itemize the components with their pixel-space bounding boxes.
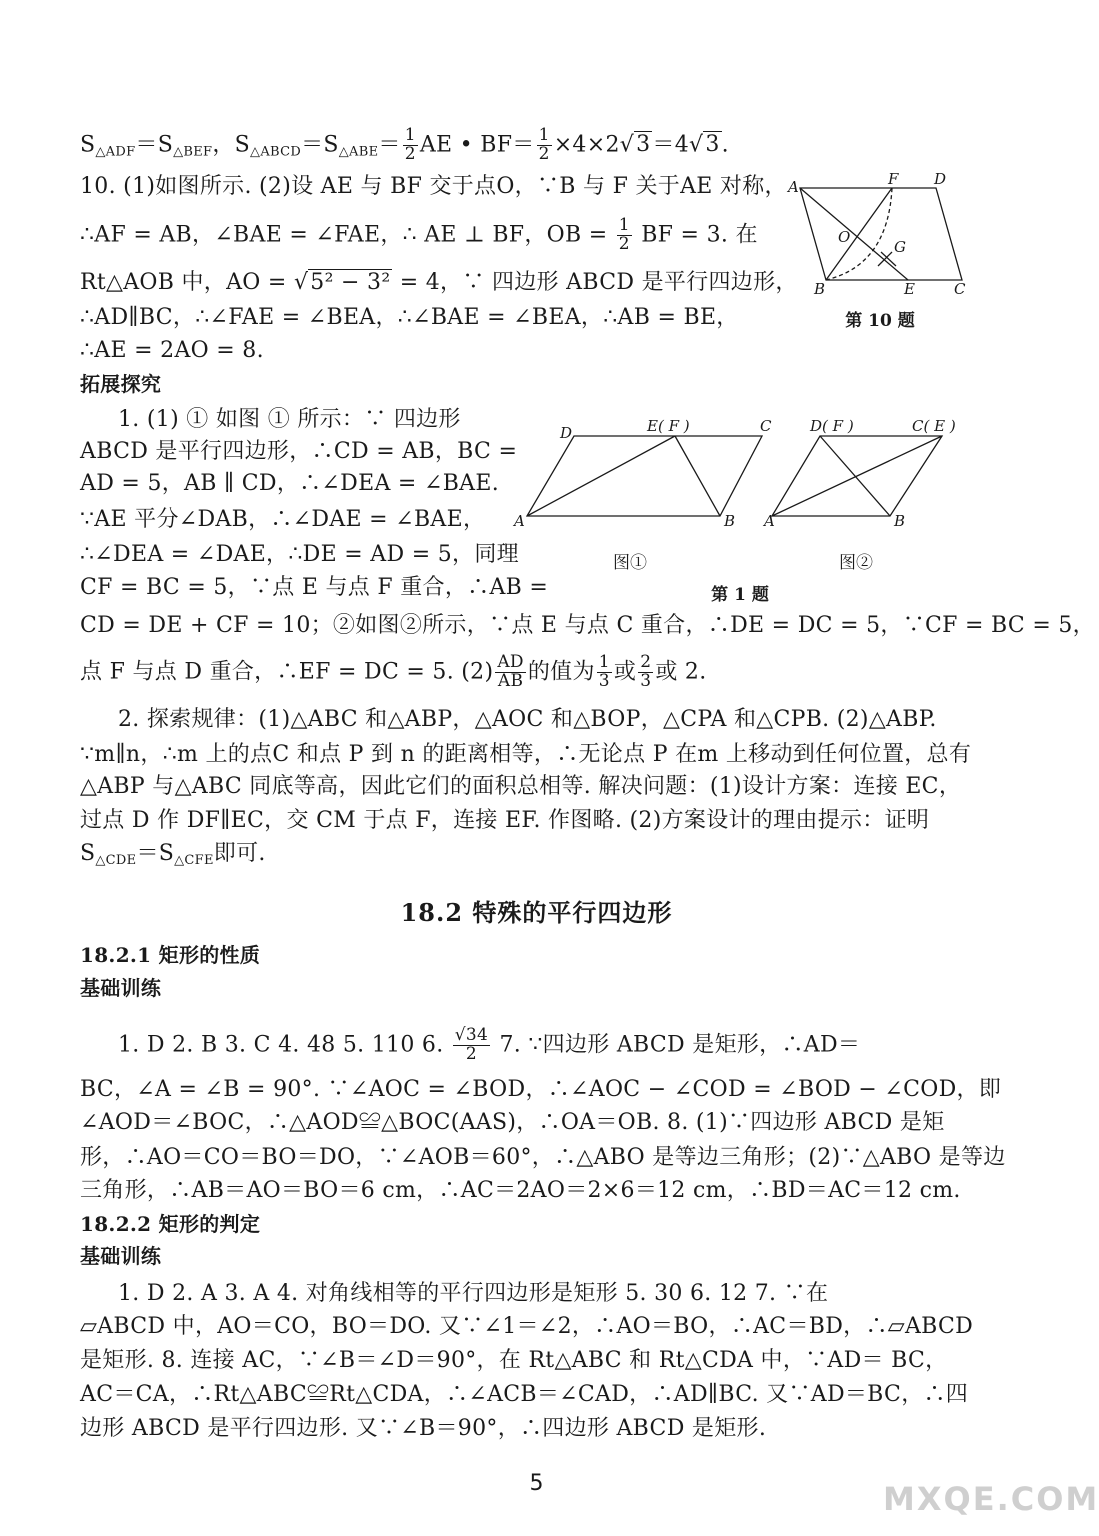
fig10-label-a: A (788, 178, 799, 196)
q10-line-3: Rt△AOB 中，AO = √5² − 3² = 4，∵ 四边形 ABCD 是平行四边形， (80, 270, 798, 295)
s1-line-4: 形，∴AO＝CO＝BO＝DO，∵∠AOB＝60°，∴△ABO 是等边三角形；(2)∵△ABO 是等边 (80, 1145, 1006, 1170)
extend-heading: 拓展探究 (80, 372, 162, 396)
extend-p1-line-8: 点 F 与点 D 重合，∴EF = DC = 5. (2) $\frac{AD}{AB}$ 的值为 $\frac{1}{3}$ 或 $\frac{2}{3}$ 或 2. (80, 652, 707, 691)
figure-1-diagram-2 (762, 414, 962, 534)
watermark: MXQE.COM (883, 1480, 1099, 1518)
section-title: 18.2 特殊的平行四边形 (400, 898, 673, 927)
fig2-label-ce: C( E ) (912, 417, 956, 435)
extend-p2-line-4: 过点 D 作 DF∥EC，交 CM 于点 F，连接 EF. 作图略. (2)方案设计的理由提示：证明 (80, 808, 930, 833)
fig2-label-df: D( F ) (810, 417, 854, 435)
extend-p2-line-2: ∵m∥n，∴m 上的点C 和点 P 到 n 的距离相等，∴无论点 P 在m 上移动到任何位置，总有 (80, 742, 972, 767)
s1-line-1: 1. D 2. B 3. C 4. 48 5. 110 6. $\frac{√34}{2}$ 7. ∵四边形 ABCD 是矩形，∴AD＝ (118, 1025, 861, 1064)
s2-line-5: 边形 ABCD 是平行四边形. 又∵∠B＝90°，∴四边形 ABCD 是矩形. (80, 1416, 767, 1441)
fig2-label-a: A (764, 512, 775, 530)
figure-1-caption-1: 图① (613, 553, 647, 573)
fig1-label-a: A (514, 512, 525, 530)
subsection-heading-2: 18.2.2 矩形的判定 (80, 1212, 261, 1236)
s2-line-4: AC＝CA，∴Rt△ABC≌Rt△CDA，∴∠ACB＝∠CAD，∴AD∥BC. 又∵AD＝BC，∴四 (80, 1382, 969, 1407)
fig10-label-b: B (814, 280, 826, 298)
fraction: $\frac{2}{3}$ (640, 652, 652, 691)
figure-1-diagram-1 (512, 414, 772, 534)
subsection-heading-1: 18.2.1 矩形的性质 (80, 943, 261, 967)
fraction: $\frac{1}{2}$ (538, 125, 550, 164)
page-number: 5 (529, 1471, 544, 1496)
fraction: $\frac{1}{3}$ (598, 652, 610, 691)
extend-p1-line-2: ABCD 是平行四边形，∴CD = AB，BC = (80, 439, 518, 464)
s1-line-2: BC，∠A = ∠B = 90°. ∵∠AOC = ∠BOD，∴∠AOC − ∠COD = ∠BOD − ∠COD，即 (80, 1077, 1002, 1102)
extend-p1-line-1: 1. (1) ① 如图 ① 所示：∵ 四边形 (118, 407, 461, 432)
fraction: $\frac{1}{2}$ (404, 125, 416, 164)
fig1-label-b: B (724, 512, 736, 530)
fraction: $\frac{√34}{2}$ (454, 1025, 489, 1064)
q10-line-5: ∴AE = 2AO = 8. (80, 338, 264, 363)
fraction: $\frac{1}{2}$ (618, 215, 630, 254)
fig10-label-g: G (894, 238, 906, 256)
s2-line-2: ▱ABCD 中，AO＝CO，BO＝DO. 又∵∠1＝∠2，∴AO＝BO，∴AC＝BD，∴▱ABCD (80, 1314, 974, 1339)
extend-p2-line-5: $S_{\triangle CDE}=S_{\triangle CFE}$即可. (80, 841, 266, 868)
subsection-sub-2: 基础训练 (80, 1244, 162, 1268)
q10-line-2: ∴AF = AB，∠BAE = ∠FAE，∴ AE ⊥ BF，OB = $\frac{1}{2}$ BF = 3. 在 (80, 215, 758, 254)
figure-q10-caption: 第 10 题 (845, 311, 915, 331)
figure-1-title: 第 1 题 (711, 585, 769, 605)
fig1-label-ef: E( F ) (647, 417, 690, 435)
extend-p2-line-1: 2. 探索规律：(1)△ABC 和△ABP，△AOC 和△BOP，△CPA 和△CPB. (2)△ABP. (118, 707, 937, 732)
area-equation-line: $S_{\triangle ADF}=S_{\triangle BEF}$，$S_{\triangle ABCD}=S_{\triangle ABE}=$ $\frac{1}{2}$ AE • BF＝ $\frac{1}{2}$ ×4×2√3＝4√3. (80, 125, 729, 164)
s2-line-1: 1. D 2. A 3. A 4. 对角线相等的平行四边形是矩形 5. 30 6. 12 7. ∵在 (118, 1281, 829, 1306)
subsection-sub-1: 基础训练 (80, 976, 162, 1000)
fig10-label-d: D (934, 170, 947, 188)
extend-p1-line-5: ∴∠DEA = ∠DAE，∴DE = AD = 5，同理 (80, 542, 519, 567)
figure-1-caption-2: 图② (839, 553, 873, 573)
extend-p1-line-7: CD = DE + CF = 10；②如图②所示，∵点 E 与点 C 重合，∴DE = DC = 5，∵CF = BC = 5， (80, 613, 1095, 638)
fig1-label-d: D (560, 424, 573, 442)
extend-p2-line-3: △ABP 与△ABC 同底等高，因此它们的面积总相等. 解决问题：(1)设计方案：连接 EC， (80, 774, 962, 799)
fig10-label-f: F (888, 170, 899, 188)
q10-line-1: 10. (1)如图所示. (2)设 AE 与 BF 交于点O，∵B 与 F 关于AE 对称， (80, 174, 787, 199)
s2-line-3: 是矩形. 8. 连接 AC，∵∠B＝∠D＝90°，在 Rt△ABC 和 Rt△CDA 中，∵AD＝ BC， (80, 1348, 948, 1373)
fig10-label-o: O (838, 228, 851, 246)
s1-line-3: ∠AOD＝∠BOC，∴△AOD≌△BOC(AAS)，∴OA＝OB. 8. (1)∵四边形 ABCD 是矩 (80, 1110, 945, 1135)
s1-line-5: 三角形，∴AB＝AO＝BO＝6 cm，∴AC＝2AO＝2×6＝12 cm，∴BD＝AC＝12 cm. (80, 1178, 961, 1203)
fraction: $\frac{AD}{AB}$ (497, 652, 524, 691)
fig1-label-c: C (760, 417, 772, 435)
extend-p1-line-3: AD = 5，AB ∥ CD，∴∠DEA = ∠BAE. (80, 471, 499, 496)
extend-p1-line-6: CF = BC = 5，∵点 E 与点 F 重合，∴AB = (80, 575, 549, 600)
q10-line-4: ∴AD∥BC，∴∠FAE = ∠BEA，∴∠BAE = ∠BEA，∴AB = BE， (80, 305, 739, 330)
fig10-label-e: E (904, 280, 915, 298)
fig10-label-c: C (954, 280, 966, 298)
figure-q10 (788, 170, 988, 300)
extend-p1-line-4: ∵AE 平分∠DAB，∴∠DAE = ∠BAE， (80, 507, 486, 532)
fig2-label-b: B (894, 512, 906, 530)
